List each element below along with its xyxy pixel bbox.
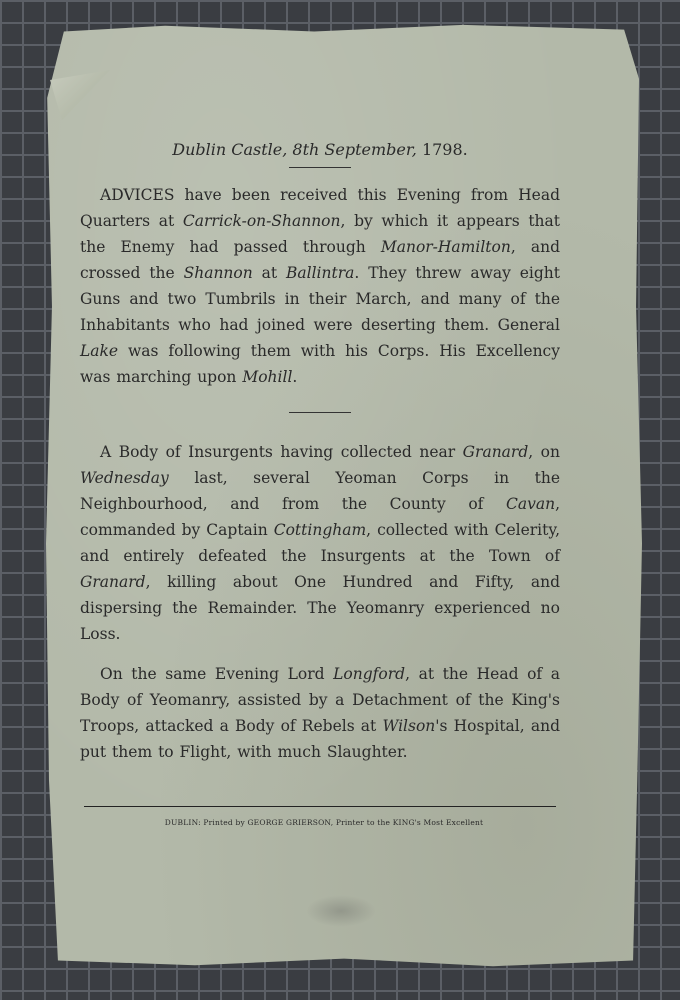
text-run: . — [292, 368, 298, 386]
text-run: , on — [528, 443, 560, 461]
italic-term: Granard — [462, 443, 529, 461]
text-run: at — [252, 264, 287, 282]
text-run: , at the Head of a Body of Yeomanry, assisted by a Detachment of the King's Troops, attacked a Body of Rebels at — [80, 665, 560, 735]
italic-term: Granard — [80, 573, 146, 591]
paragraph-longford — [80, 661, 560, 765]
paragraph-advices — [80, 182, 560, 390]
dateline-rule — [289, 167, 351, 168]
dateline-day: 8th September — [292, 140, 412, 159]
text-run: On the same Evening Lord — [100, 665, 334, 683]
printer-imprint: DUBLIN: Printed by GEORGE GRIERSON, Printer to the KING's Most Excellent — [164, 818, 484, 827]
italic-term: Ballintra — [286, 264, 355, 282]
italic-term: Wilson — [382, 717, 436, 735]
dateline-place: Dublin Castle — [172, 140, 283, 159]
text-run: ADVICES have been received this Evening from Head Quarters at — [80, 186, 560, 230]
document-body — [80, 140, 560, 765]
italic-term: Lake — [80, 342, 119, 360]
text-run: , collected with Celerity, and entirely defeated the Insurgents at the Town of — [80, 521, 560, 565]
section-rule — [289, 412, 351, 413]
italic-term: Cottingham — [273, 521, 367, 539]
footer-rule — [84, 806, 556, 807]
italic-term: Carrick-on-Shannon — [182, 212, 341, 230]
italic-term: Mohill — [242, 368, 293, 386]
text-run: . They threw away eight Guns and two Tumbrils in their March, and many of the Inhabitants who had joined were deserting them. General — [80, 264, 560, 334]
text-run: A Body of Insurgents having collected near — [100, 443, 463, 461]
text-run: , and crossed the — [80, 238, 560, 282]
italic-term: Longford — [333, 665, 406, 683]
library-stamp — [306, 895, 376, 927]
text-run: 's Hospital, and put them to Flight, with much Slaughter. — [80, 717, 560, 761]
italic-term: Manor-Hamilton — [380, 238, 511, 256]
text-run: last, several Yeoman Corps in the Neighbourhood, and from the County of — [80, 469, 560, 513]
text-run: was following them with his Corps. His Excellency was marching upon — [80, 342, 560, 386]
dateline-year: 1798. — [421, 140, 468, 159]
text-run: , by which it appears that the Enemy had passed through — [80, 212, 561, 256]
italic-term: Wednesday — [80, 469, 169, 487]
text-run: , killing about One Hundred and Fifty, and dispersing the Remainder. The Yeomanry experienced no Loss. — [80, 573, 560, 643]
italic-term: Cavan — [505, 495, 556, 513]
paragraph-granard — [80, 439, 560, 647]
text-run: , commanded by Captain — [80, 495, 560, 539]
italic-term: Shannon — [183, 264, 253, 282]
dateline: Dublin Castle, 8th September, 1798. — [172, 140, 468, 159]
